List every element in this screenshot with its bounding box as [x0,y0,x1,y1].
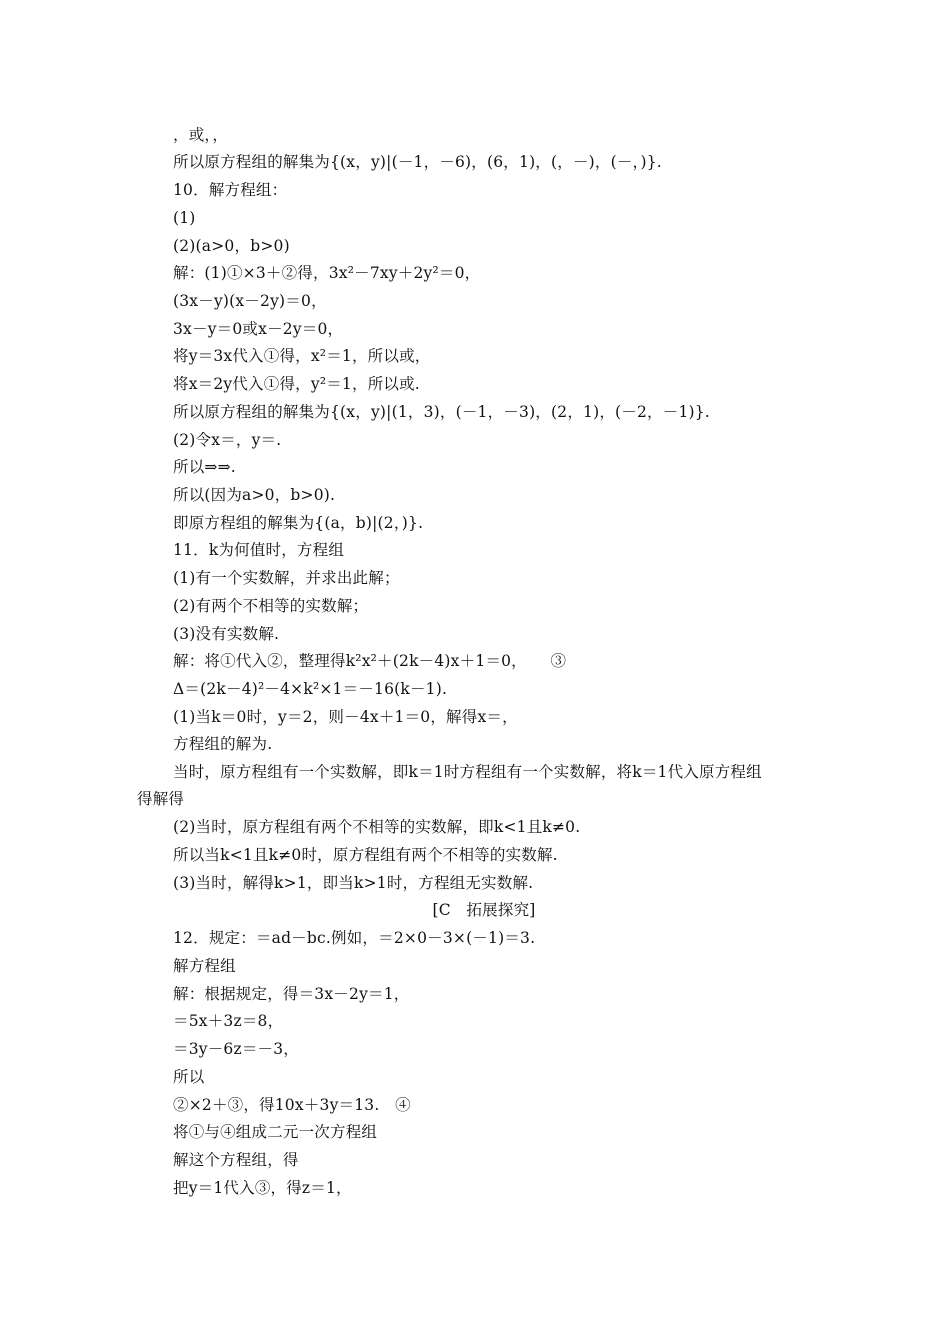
text-line: 10．解方程组： [173,181,288,199]
text-line: (2)(a>0，b>0) [173,237,290,255]
text-line: Δ＝(2k－4)²－4×k²×1＝－16(k－1). [173,680,448,698]
text-line: 得解得 [137,790,185,808]
text-line: (1)有一个实数解，并求出此解； [173,569,400,587]
text-line: 所以原方程组的解集为{(x，y)|(－1，－6)，(6，1)，(，－)，(－，)}. [173,153,662,171]
text-line: 11．k为何值时，方程组 [173,541,345,559]
text-line: 12．规定：＝ad－bc.例如，＝2×0－3×(－1)＝3. [173,929,536,947]
text-line: 所以原方程组的解集为{(x，y)|(1，3)，(－1，－3)，(2，1)，(－2，－1)}. [173,403,710,421]
text-line: 所以当k<1且k≠0时，原方程组有两个不相等的实数解. [173,846,558,864]
text-line: 将①与④组成二元一次方程组 [173,1123,378,1141]
text-line: 方程组的解为. [173,735,273,753]
text-line: 当时，原方程组有一个实数解，即k＝1时方程组有一个实数解，将k＝1代入原方程组 [173,763,762,781]
text-line: (3x－y)(x－2y)＝0， [173,292,327,310]
text-line: ②×2＋③，得10x＋3y＝13. ④ [173,1096,411,1114]
text-line: (3)没有实数解. [173,625,280,643]
text-line: (3)当时，解得k>1，即当k>1时，方程组无实数解. [173,874,534,892]
text-line: 解方程组 [173,957,236,975]
text-line: 所以(因为a>0，b>0). [173,486,336,504]
text-line: 解：根据规定，得＝3x－2y＝1， [173,985,410,1003]
text-line: 所以 [173,1068,205,1086]
text-line: 所以⇒⇒. [173,458,236,476]
section-heading: [C 拓展探究] [432,901,536,919]
text-line: 把y＝1代入③，得z＝1， [173,1179,352,1197]
text-line: 解：(1)①×3＋②得，3x²－7xy＋2y²＝0， [173,264,481,282]
text-line: 即原方程组的解集为{(a，b)|(2，)}. [173,514,424,532]
text-line: ，或，， [173,126,229,144]
text-line: (2)有两个不相等的实数解； [173,597,369,615]
text-line: (2)当时，原方程组有两个不相等的实数解，即k<1且k≠0. [173,818,581,836]
text-line: 3x－y＝0或x－2y＝0， [173,320,344,338]
text-line: 解这个方程组，得 [173,1151,299,1169]
text-line: (1) [173,209,196,227]
text-line: 解：将①代入②，整理得k²x²＋(2k－4)x＋1＝0， ③ [173,652,567,670]
text-line: 将x＝2y代入①得，y²＝1，所以或. [173,375,420,393]
text-line: ＝5x＋3z＝8， [173,1012,284,1030]
text-line: 将y＝3x代入①得，x²＝1，所以或， [173,347,431,365]
text-line: (2)令x＝，y＝. [173,431,282,449]
text-line: (1)当k＝0时，y＝2，则－4x＋1＝0，解得x＝， [173,708,518,726]
text-line: ＝3y－6z＝－3， [173,1040,300,1058]
